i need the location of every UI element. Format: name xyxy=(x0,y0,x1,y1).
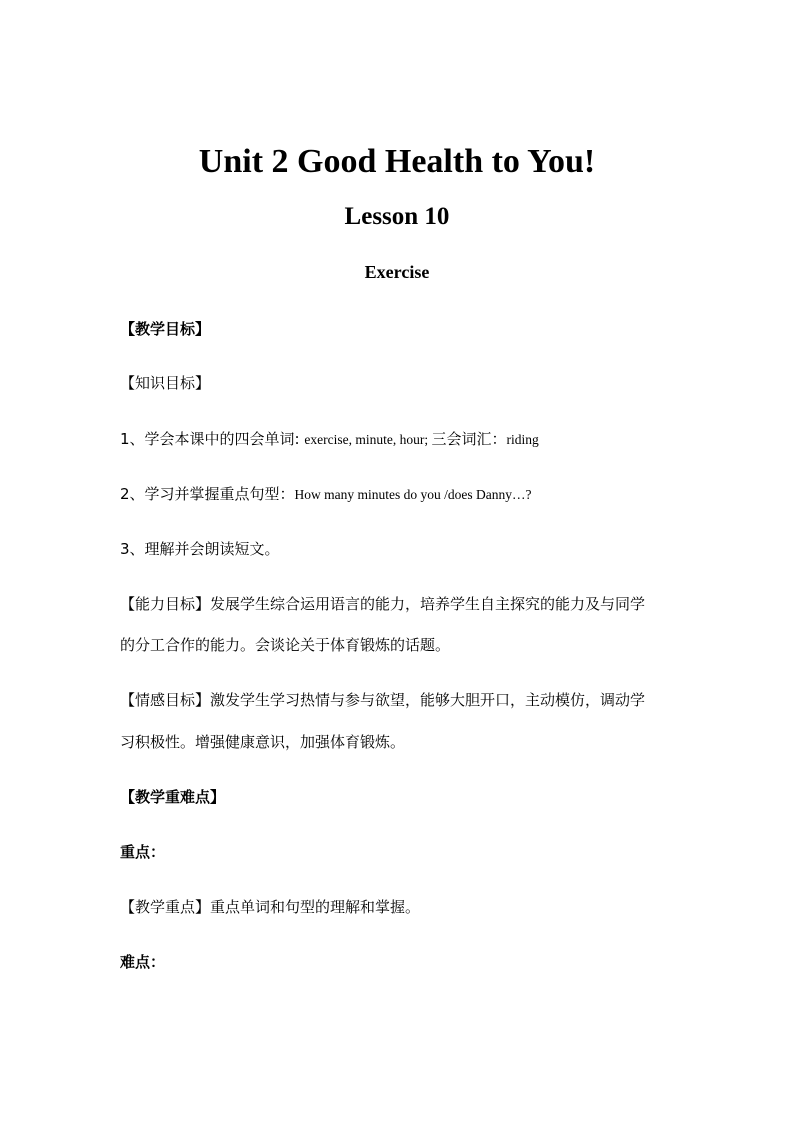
knowledge-goals-heading: 【知识目标】 xyxy=(120,374,211,392)
difficult-points-label: 难点： xyxy=(120,953,166,971)
key-points-label: 重点： xyxy=(120,843,166,861)
item2-en: How many minutes do you /does Danny…? xyxy=(294,487,532,502)
document-title: Unit 2 Good Health to You! xyxy=(198,143,596,180)
ability-goals-line-1: 【能力目标】发展学生综合运用语言的能力，培养学生自主探究的能力及与同学 xyxy=(120,595,646,613)
ability-goals-line-2: 的分工合作的能力。会谈论关于体育锻炼的话题。 xyxy=(120,636,451,654)
knowledge-item-3: 3、理解并会朗读短文。 xyxy=(120,540,280,558)
lesson-subtitle: Exercise xyxy=(364,262,430,282)
item1-cn2: 三会词汇： xyxy=(431,430,507,448)
knowledge-item-2 xyxy=(120,483,680,506)
knowledge-item-1 xyxy=(120,428,680,451)
lesson-heading: Lesson 10 xyxy=(344,203,450,230)
item2-cn: 2、学习并掌握重点句型： xyxy=(120,485,295,503)
key-points-text: 【教学重点】重点单词和句型的理解和掌握。 xyxy=(120,898,421,916)
key-difficult-heading: 【教学重难点】 xyxy=(120,788,226,806)
teaching-goals-heading: 【教学目标】 xyxy=(120,320,211,338)
item1-en2: riding xyxy=(506,432,539,447)
item1-cn: 1、学会本课中的四会单词: xyxy=(120,430,305,448)
emotion-goals-line-2: 习积极性。增强健康意识，加强体育锻炼。 xyxy=(120,733,406,751)
emotion-goals-line-1: 【情感目标】激发学生学习热情与参与欲望，能够大胆开口，主动模仿，调动学 xyxy=(120,691,646,709)
item1-en: exercise, minute, hour; xyxy=(304,432,432,447)
